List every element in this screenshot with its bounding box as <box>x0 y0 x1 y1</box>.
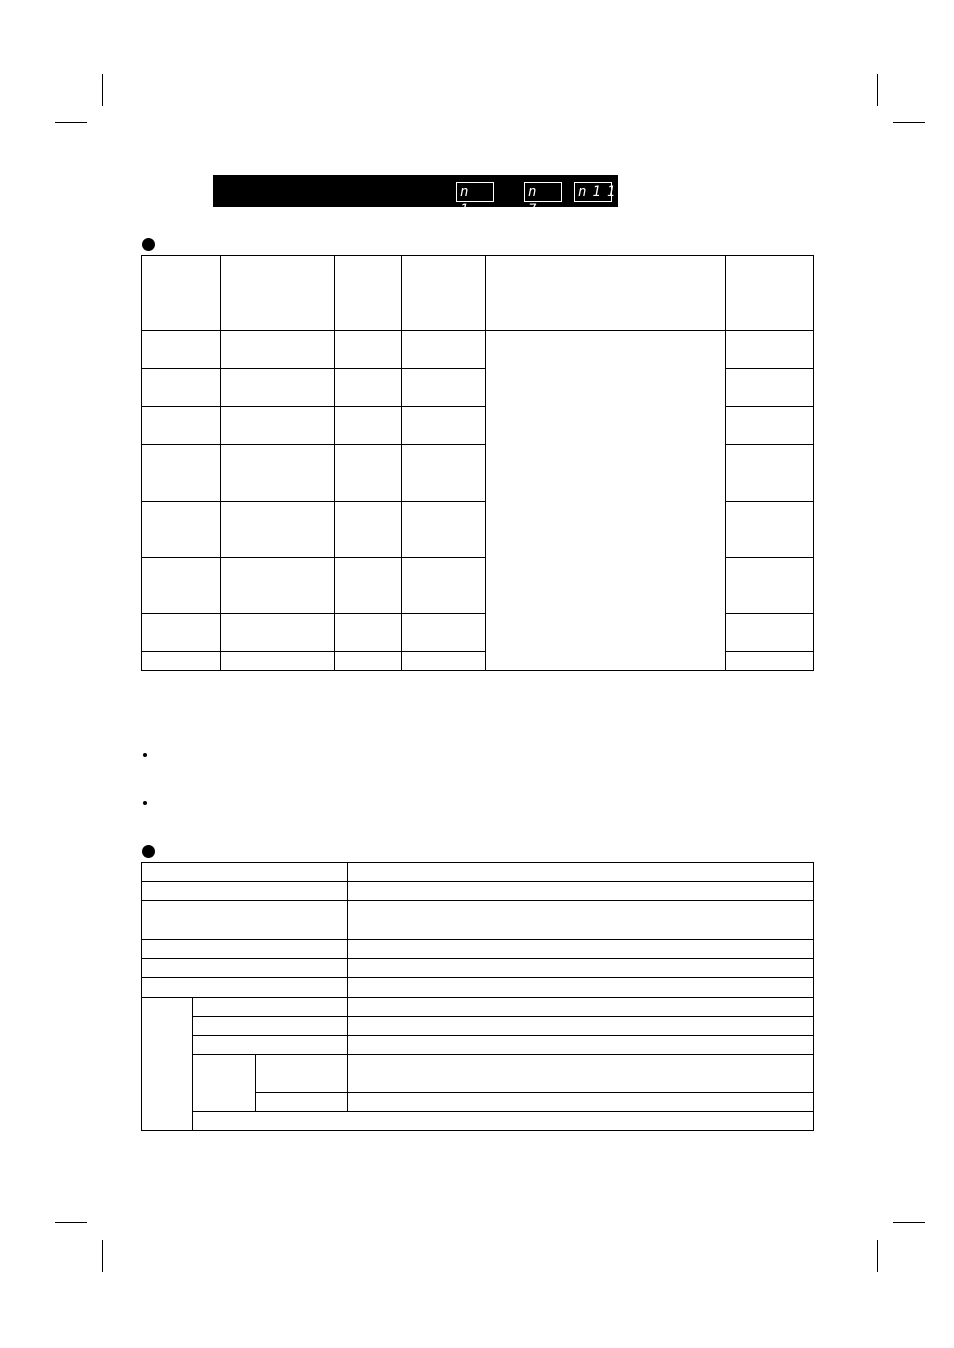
table-cell <box>348 959 814 978</box>
table-cell <box>142 940 348 959</box>
table-cell <box>402 445 486 502</box>
table-cell <box>402 614 486 652</box>
table-cell-merged <box>142 998 193 1131</box>
table-cell <box>142 901 348 940</box>
header-bar <box>213 175 622 218</box>
table-cell <box>726 445 814 502</box>
table-cell <box>348 882 814 901</box>
table-row <box>142 1036 814 1055</box>
table-cell <box>221 256 335 331</box>
table-cell <box>348 901 814 940</box>
table-cell <box>221 502 335 558</box>
table-cell <box>726 652 814 671</box>
table-cell <box>402 369 486 407</box>
section-marker-icon <box>142 238 155 251</box>
table-cell <box>193 1017 348 1036</box>
table-cell <box>726 256 814 331</box>
table-row <box>142 1112 814 1131</box>
table-cell <box>142 445 221 502</box>
table-cell <box>726 558 814 614</box>
display-code: n 7 <box>524 182 562 202</box>
table-row <box>142 978 814 998</box>
table-cell <box>142 331 221 369</box>
table-cell <box>193 1036 348 1055</box>
table-cell <box>402 502 486 558</box>
table-cell <box>256 1055 348 1093</box>
table-cell <box>193 1112 814 1131</box>
table-cell <box>726 502 814 558</box>
table-row <box>142 940 814 959</box>
table-cell <box>402 652 486 671</box>
crop-mark <box>877 74 878 106</box>
table-cell-merged <box>193 1055 256 1112</box>
table-cell <box>348 998 814 1017</box>
table-cell <box>348 1055 814 1093</box>
table-cell <box>402 331 486 369</box>
crop-mark <box>102 74 103 106</box>
table-row <box>142 1017 814 1036</box>
table-cell <box>221 331 335 369</box>
table-row <box>142 1055 814 1093</box>
table-cell <box>335 502 402 558</box>
crop-mark <box>55 1222 87 1223</box>
table-cell <box>402 558 486 614</box>
table-cell <box>256 1093 348 1112</box>
table-cell <box>142 369 221 407</box>
table-cell <box>142 502 221 558</box>
table-row <box>142 882 814 901</box>
table-row <box>142 863 814 882</box>
table-cell <box>335 407 402 445</box>
display-code: n11 <box>574 182 612 202</box>
table-row <box>142 901 814 940</box>
table-cell <box>142 978 348 998</box>
table-cell <box>348 863 814 882</box>
table-cell <box>142 863 348 882</box>
table-cell <box>335 558 402 614</box>
table-cell <box>335 331 402 369</box>
crop-mark <box>877 1240 878 1272</box>
table-cell <box>335 445 402 502</box>
table-cell <box>335 614 402 652</box>
table-cell <box>348 1093 814 1112</box>
table-cell <box>486 256 726 331</box>
table-cell <box>726 331 814 369</box>
table-cell <box>142 652 221 671</box>
table-cell <box>142 256 221 331</box>
crop-mark <box>893 1222 925 1223</box>
table-cell <box>221 369 335 407</box>
display-code: n 1 <box>456 182 494 202</box>
table-cell <box>726 369 814 407</box>
table-cell <box>348 940 814 959</box>
spec-table <box>141 862 814 1131</box>
table-cell <box>193 998 348 1017</box>
table-cell <box>221 445 335 502</box>
table-cell-merged <box>486 331 726 671</box>
crop-mark <box>893 122 925 123</box>
table-cell <box>221 407 335 445</box>
table-cell <box>142 558 221 614</box>
table-cell <box>335 652 402 671</box>
table-cell <box>221 614 335 652</box>
table-cell <box>142 407 221 445</box>
section-marker-icon <box>142 845 155 858</box>
table-row <box>142 331 814 369</box>
table-cell <box>402 256 486 331</box>
table-cell <box>221 558 335 614</box>
crop-mark <box>102 1240 103 1272</box>
parameter-table <box>141 255 814 671</box>
table-cell <box>142 882 348 901</box>
crop-mark <box>55 122 87 123</box>
table-cell <box>402 407 486 445</box>
table-cell <box>221 652 335 671</box>
table-header-row <box>142 256 814 331</box>
table-cell <box>348 978 814 998</box>
bullet-icon <box>143 801 147 805</box>
table-cell <box>335 256 402 331</box>
table-cell <box>726 614 814 652</box>
table-cell <box>348 1036 814 1055</box>
table-row <box>142 959 814 978</box>
table-cell <box>726 407 814 445</box>
table-cell <box>348 1017 814 1036</box>
table-cell <box>142 959 348 978</box>
table-cell <box>335 369 402 407</box>
bullet-icon <box>143 753 147 757</box>
table-row <box>142 998 814 1017</box>
table-cell <box>142 614 221 652</box>
